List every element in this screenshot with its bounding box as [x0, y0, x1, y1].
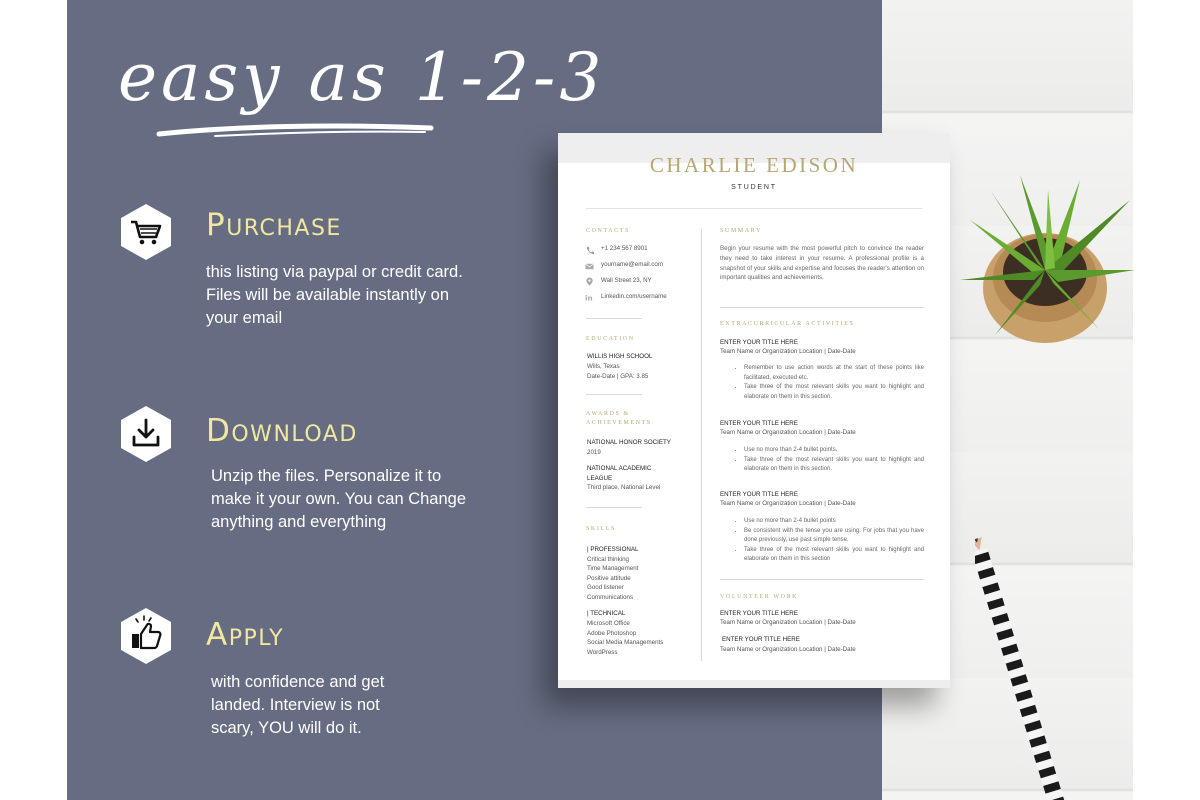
skill-item: Positive attitude [587, 575, 631, 582]
step-title: Apply [206, 617, 285, 653]
bullet-item: • Take three of the most relevant skills you want to highlight and elaborate on them in this section. [744, 456, 924, 475]
skill-item: Good listener [587, 584, 624, 591]
entry-title: ENTER YOUR TITLE HERE [720, 420, 798, 427]
entry-bullets [730, 364, 924, 402]
resume-name: CHARLIE EDISON [649, 153, 859, 177]
left-margin [0, 0, 67, 800]
skill-item: Communications [587, 594, 634, 601]
svg-text:in: in [585, 293, 593, 302]
bullet-item: • Be consistent with the tense you are using. For jobs that you have done previously, use past simple tense. [744, 527, 924, 546]
entry-bullets [730, 517, 924, 565]
shopping-cart-icon [118, 203, 174, 261]
resume-divider [586, 208, 922, 209]
section-rule [720, 307, 924, 308]
bullet-item: • Use no more than 2-4 bullet points. [744, 446, 924, 456]
summary-text: Begin your resume with the most powerful pitch to convince the reader they need to take interest in your resume. A professional profile is a snapshot of your skills and expertise and focuses the reader's attention on important qualities and achievements. [720, 245, 924, 282]
volunteer-subtitle: Team Name or Organization Location | Date-Date [720, 619, 856, 626]
volunteer-subtitle: Team Name or Organization Location | Date-Date [720, 646, 856, 653]
bullet-item: • Take three of the most relevant skills you want to highlight and elaborate on them in this section [744, 546, 924, 565]
headline-underline [155, 118, 435, 142]
extracurricular-heading: EXTRACURRICULAR ACTIVITIES [720, 321, 855, 327]
award-detail: 2019 [587, 449, 601, 456]
contact-address: Wall Street 23, NY [601, 277, 652, 284]
step-description: this listing via paypal or credit card. Files will be available instantly on your email [206, 263, 463, 327]
volunteer-title: ENTER YOUR TITLE HERE [720, 610, 798, 617]
potted-plant-image [950, 160, 1140, 360]
skill-item: Microsoft Office [587, 620, 630, 627]
entry-subtitle: Team Name or Organization Location | Date-Date [720, 348, 856, 355]
download-icon [118, 405, 174, 463]
skill-item: Time Management [587, 565, 639, 572]
resume-column-divider [701, 229, 702, 661]
entry-subtitle: Team Name or Organization Location | Date-Date [720, 500, 856, 507]
awards-heading-line2: ACHIEVEMENTS [586, 420, 652, 426]
summary-heading: SUMMARY [720, 228, 762, 234]
resume-preview [558, 133, 950, 688]
education-location: Wills, Texas [587, 363, 620, 370]
location-icon [585, 277, 594, 286]
contact-email: yourname@email.com [601, 261, 663, 268]
step-description: Unzip the files. Personalize it to make it your own. You can Change anything and everything [211, 467, 467, 531]
entry-title: ENTER YOUR TITLE HERE [720, 491, 798, 498]
thumbs-up-icon [118, 607, 174, 665]
skills-heading: SKILLS [586, 526, 616, 532]
entry-bullets [730, 446, 924, 475]
skills-technical-heading: | TECHNICAL [587, 610, 626, 617]
section-rule [586, 394, 642, 395]
education-school: WILLIS HIGH SCHOOL [587, 353, 653, 360]
bullet-item: • Take three of the most relevant skills you want to highlight and elaborate on them in this section. [744, 383, 924, 402]
section-rule [586, 507, 642, 508]
award-title: NATIONAL ACADEMIC [587, 465, 652, 472]
award-detail: Third place, National Level [587, 484, 661, 491]
bullet-item: • Remember to use action words at the start of these points like facilitated, executed etc. [744, 364, 924, 383]
education-heading: EDUCATION [586, 336, 635, 342]
awards-heading: AWARDS & [586, 411, 630, 417]
resume-footer-band [558, 680, 950, 688]
headline: easy as 1-2-3 [118, 39, 606, 116]
contacts-heading: CONTACTS [586, 228, 630, 234]
volunteer-heading: VOLUNTEER WORK [720, 594, 799, 600]
education-details: Date-Date | GPA: 3.85 [587, 373, 649, 380]
mail-icon [585, 262, 594, 271]
resume-role: STUDENT [731, 184, 777, 191]
striped-pencil-image [975, 530, 1075, 800]
volunteer-title: ENTER YOUR TITLE HERE [722, 636, 800, 643]
award-title: NATIONAL HONOR SOCIETY [587, 439, 671, 446]
step-title: Download [206, 413, 358, 449]
contact-linkedin: Linkedin.com/username [601, 293, 667, 300]
entry-title: ENTER YOUR TITLE HERE [720, 339, 798, 346]
phone-icon [585, 246, 594, 255]
award-title-line2: LEAGUE [587, 475, 613, 482]
bullet-item: • Use no more than 2-4 bullet points [744, 517, 924, 527]
skill-item: Critical thinking [587, 556, 629, 563]
section-rule [720, 579, 924, 580]
step-title: Purchase [206, 207, 342, 243]
right-margin [1133, 0, 1200, 800]
section-rule [586, 318, 642, 319]
skill-item: Social Media Managements [587, 639, 664, 646]
contact-phone: +1 234 567 8901 [601, 245, 648, 252]
skill-item: Adobe Photoshop [587, 630, 637, 637]
entry-subtitle: Team Name or Organization Location | Date-Date [720, 429, 856, 436]
step-description: with confidence and get landed. Interview is not scary, YOU will do it. [211, 673, 385, 737]
linkedin-icon [585, 293, 594, 302]
skill-item: WordPress [587, 649, 618, 656]
skills-professional-heading: | PROFESSIONAL [587, 546, 639, 553]
